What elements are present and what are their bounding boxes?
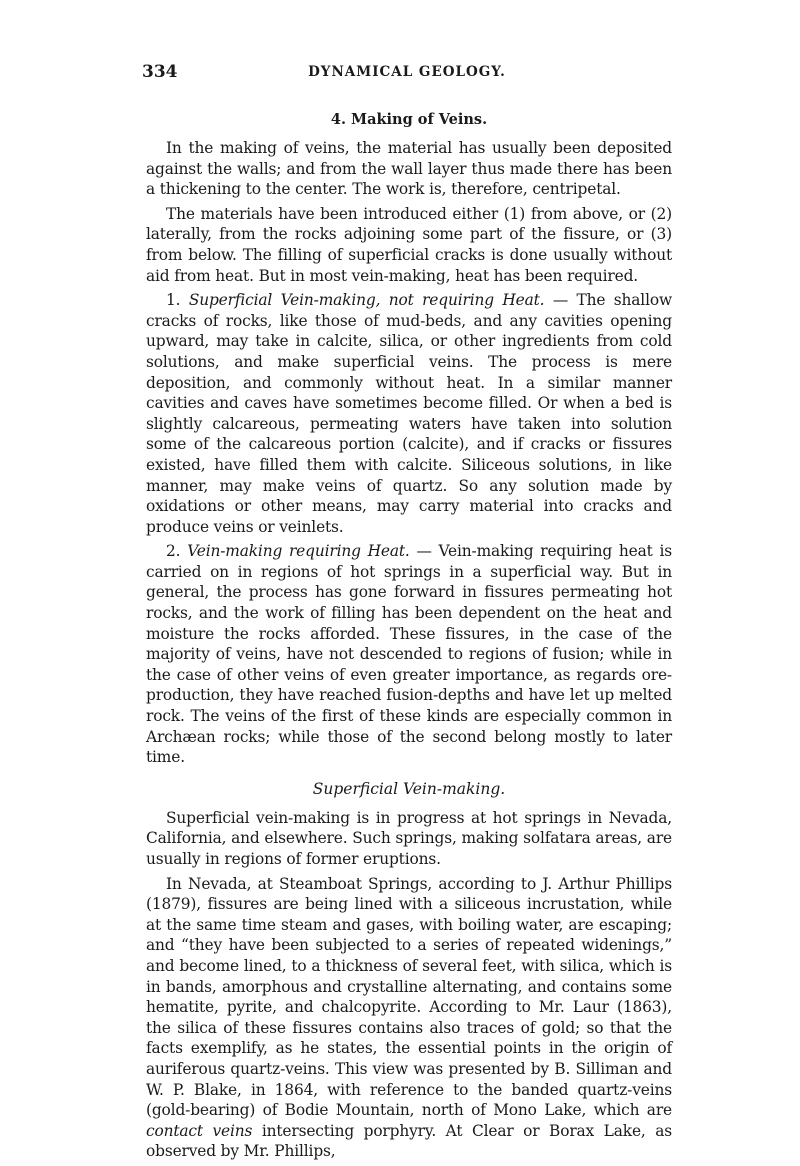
emphasis-term: contact veins	[146, 1121, 253, 1140]
running-head: DYNAMICAL GEOLOGY.	[308, 64, 506, 80]
item-body: — The shallow cracks of rocks, like those of mud-beds, and any cavities opening upward, may take in calcite, silica, or other ingredients from cold solutions, and make superficial veins. The process is mere deposition, and commonly without heat. In a similar manner cavities and caves have sometimes become filled. Or when a bed is slightly calcareous, permeating waters have taken into solution some of the calcareous portion (calcite), and if cracks or fissures existed, have filled them with calcite. Siliceous solutions, in like manner, may make veins of quartz. So any solution made by oxidations or other means, may carry material into cracks and produce veins or veinlets.	[146, 291, 672, 536]
item-number: 1.	[166, 291, 189, 310]
item-number: 2.	[166, 542, 188, 561]
paragraph-5: Superficial vein-making is in progress at hot springs in Nevada, California, and elsewhere. Such springs, making solfatara areas, are usually in regions of former eruptions.	[146, 808, 672, 868]
subsection-title: Superficial Vein-making.	[312, 779, 506, 798]
paragraph-1: In the making of veins, the material has usually been deposited against the walls; and from the wall layer thus made there has been a thickening to the center. The work is, therefore, centripetal.	[146, 139, 672, 199]
paragraph-4	[146, 541, 672, 768]
item-heading: Superficial Vein-making, not requiring Heat.	[188, 291, 545, 310]
paragraph-3	[146, 290, 672, 537]
item-heading: Vein-making requiring Heat.	[187, 542, 410, 561]
item-body: — Vein-making requiring heat is carried on in regions of hot springs in a superficial way. But in general, the process has gone forward in fissures permeating hot rocks, and the work of filling has been dependent on the heat and moisture the rocks afforded. These fissures, in the case of the majority of veins, have not descended to regions of fusion; while in the case of other veins of even greater importance, as regards ore-production, they have reached fusion-depths and have let up melted rock. The veins of the first of these kinds are especially common in Archæan rocks; while those of the second belong mostly to later time.	[146, 542, 672, 767]
page-header	[142, 62, 672, 86]
paragraph-6-body: In Nevada, at Steamboat Springs, according to J. Arthur Phillips (1879), fissures are being lined with a siliceous incrustation, while at the same time steam and gases, with boiling water, are escaping; and “they have been subjected to a series of repeated widenings,” and become lined, to a thickness of several feet, with silica, which is in bands, amorphous and crystalline alternating, and contains some hematite, pyrite, and chalcopyrite. According to Mr. Laur (1863), the silica of these fissures contains also traces of gold; so that the facts exemplify, as he states, the essential points in the origin of auriferous quartz-veins. This view was presented by B. Silliman and W. P. Blake, in 1864, with reference to the banded quartz-veins (gold-bearing) of Bodie Mountain, north of Mono Lake, which are	[146, 874, 672, 1120]
page-number: 334	[142, 62, 178, 82]
paragraph-2: The materials have been introduced either (1) from above, or (2) laterally, from the rocks adjoining some part of the fissure, or (3) from below. The filling of superficial cracks is done usually without aid from heat. But in most vein-making, heat has been required.	[146, 204, 672, 285]
book-page	[142, 62, 672, 1166]
section-title: 4. Making of Veins.	[330, 111, 488, 128]
paragraph-6	[146, 874, 672, 1162]
paragraph-6-tail: intersecting porphyry. At Clear or Borax Lake, as observed by Mr. Phillips,	[146, 1121, 672, 1161]
